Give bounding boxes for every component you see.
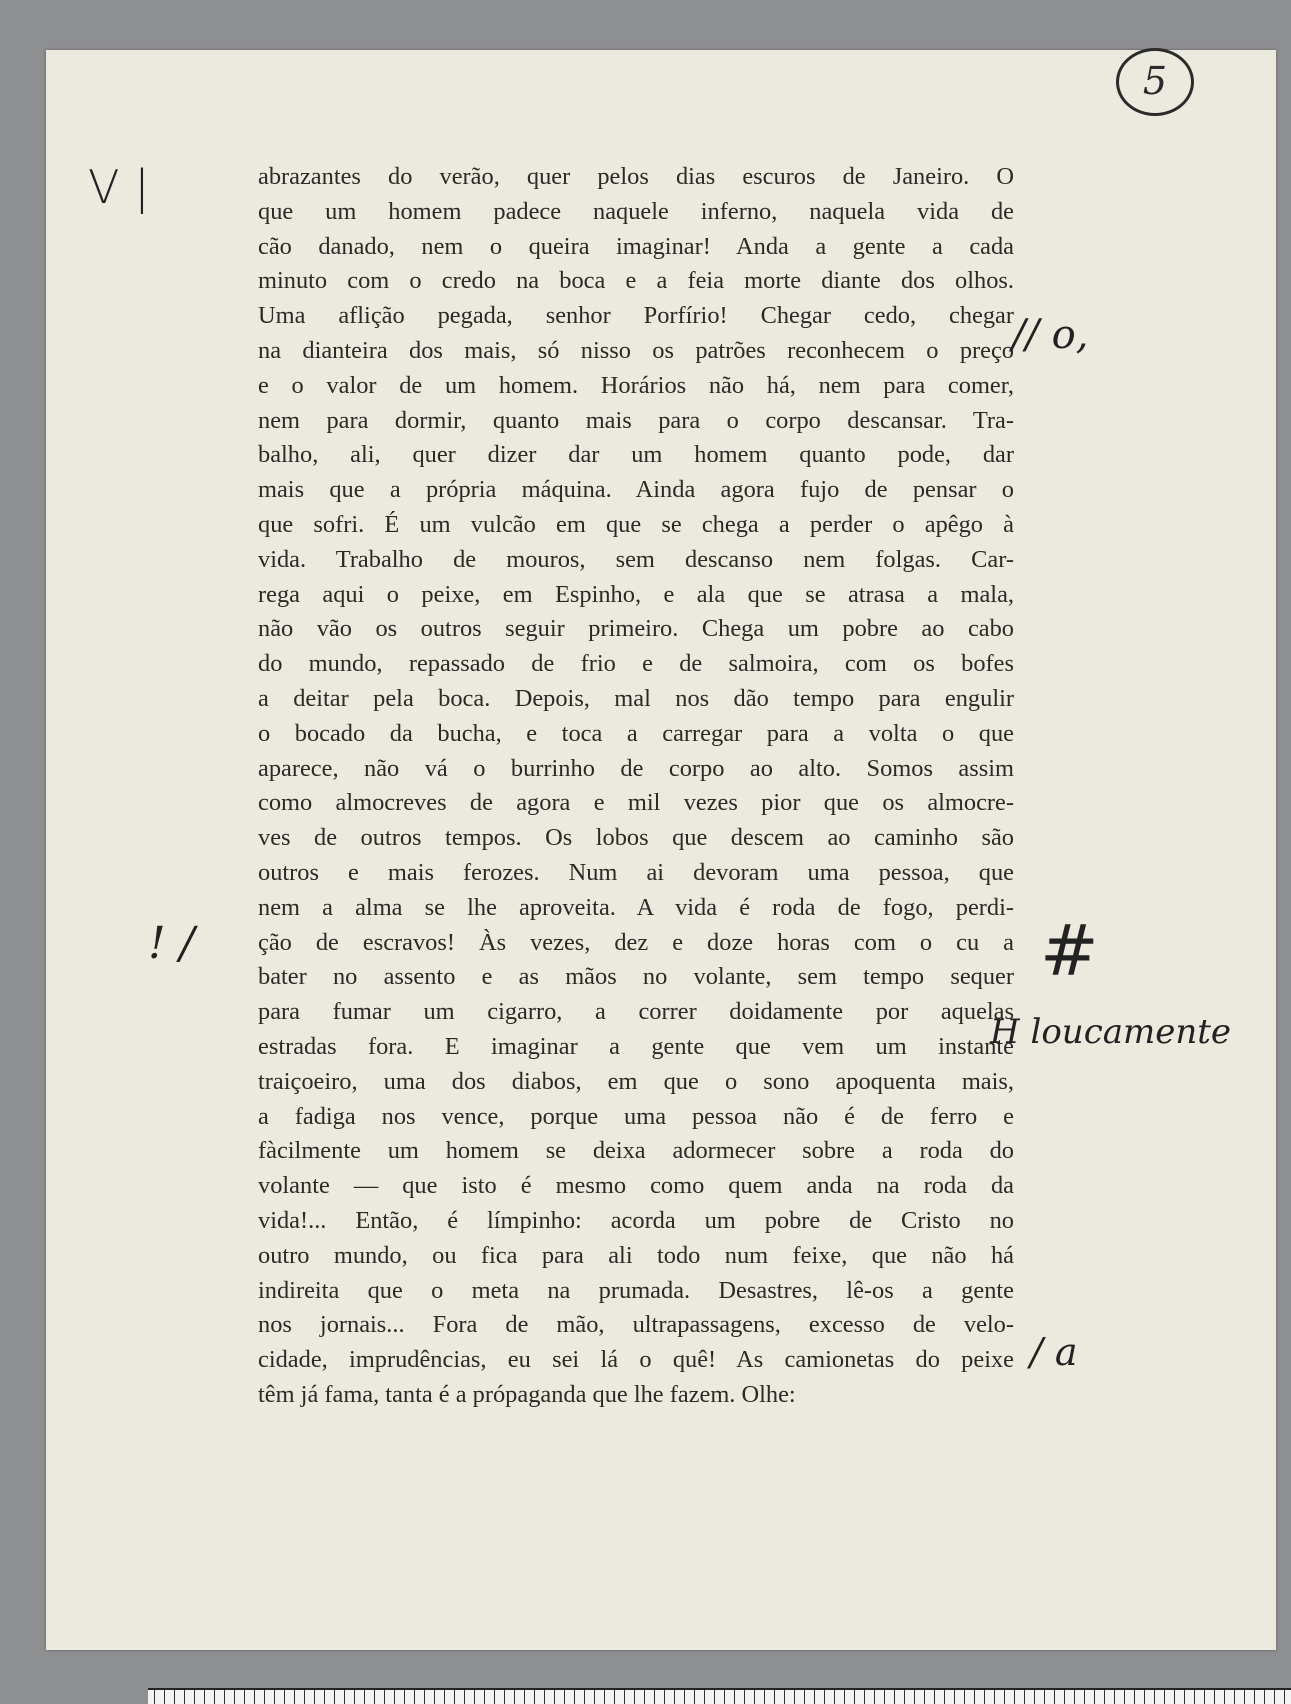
- text-line: para fumar um cigarro, a correr doidamente por aquelas: [258, 998, 1014, 1026]
- text-line: indireita que o meta na prumada. Desastres, lê-os a gente: [258, 1276, 1014, 1304]
- text-line: cidade, imprudências, eu sei lá o quê! As camionetas do peixe: [258, 1346, 1014, 1374]
- text-line: traiçoeiro, uma dos diabos, em que o sono apoquenta mais,: [258, 1067, 1014, 1095]
- margin-note-exclamation: ! /: [148, 918, 195, 969]
- text-line: como almocreves de agora e mil vezes pior que os almocre-: [258, 789, 1014, 817]
- text-line: rega aqui o peixe, em Espinho, e ala que se atrasa a mala,: [258, 580, 1014, 608]
- text-line: nem para dormir, quanto mais para o corpo descansar. Tra-: [258, 406, 1014, 434]
- text-line: minuto com o credo na boca e a feia morte diante dos olhos.: [258, 267, 1014, 295]
- text-line: fàcilmente um homem se deixa adormecer sobre a roda do: [258, 1137, 1014, 1165]
- text-line: balho, ali, quer dizer dar um homem quanto pode, dar: [258, 441, 1014, 469]
- text-line: vida. Trabalho de mouros, sem descanso nem folgas. Car-: [258, 545, 1014, 573]
- text-line: e o valor de um homem. Horários não há, nem para comer,: [258, 371, 1014, 399]
- text-line: a deitar pela boca. Depois, mal nos dão tempo para engulir: [258, 684, 1014, 712]
- margin-note-v: V |: [88, 160, 150, 214]
- text-line: do mundo, repassado de frio e de salmoira, com os bofes: [258, 650, 1014, 678]
- margin-note-hash: #: [1040, 910, 1099, 992]
- text-line: outros e mais ferozes. Num ai devoram uma pessoa, que: [258, 858, 1014, 886]
- text-line: têm já fama, tanta é a própaganda que lhe fazem. Olhe:: [258, 1380, 796, 1408]
- text-line: que um homem padece naquele inferno, naquela vida de: [258, 197, 1014, 225]
- text-line: bater no assento e as mãos no volante, sem tempo sequer: [258, 963, 1014, 991]
- text-line: ção de escravos! Às vezes, dez e doze horas com o cu a: [258, 928, 1014, 956]
- text-line: cão danado, nem o queira imaginar! Anda a gente a cada: [258, 232, 1014, 260]
- text-line: aparece, não vá o burrinho de corpo ao alto. Somos assim: [258, 754, 1014, 782]
- text-line: abrazantes do verão, quer pelos dias escuros de Janeiro. O: [258, 163, 1014, 190]
- text-line: outro mundo, ou fica para ali todo num feixe, que não há: [258, 1241, 1014, 1269]
- text-line: nem a alma se lhe aproveita. A vida é roda de fogo, perdi-: [258, 893, 1014, 921]
- text-line: na dianteira dos mais, só nisso os patrões reconhecem o preço: [258, 336, 1014, 364]
- margin-note-a: / a: [1030, 1330, 1078, 1374]
- text-line: que sofri. É um vulcão em que se chega a perder o apêgo à: [258, 510, 1014, 538]
- text-line: ves de outros tempos. Os lobos que descem ao caminho são: [258, 824, 1014, 852]
- text-line: volante — que isto é mesmo como quem anda na roda da: [258, 1172, 1014, 1200]
- margin-note-o: // o,: [1012, 312, 1089, 358]
- text-line: Uma aflição pegada, senhor Porfírio! Chegar cedo, chegar: [258, 302, 1014, 330]
- page-number-circle: 5: [1116, 48, 1194, 116]
- text-line: a fadiga nos vence, porque uma pessoa não é de ferro e: [258, 1102, 1014, 1130]
- text-line: nos jornais... Fora de mão, ultrapassagens, excesso de velo-: [258, 1311, 1014, 1339]
- text-line: estradas fora. E imaginar a gente que vem um instante: [258, 1032, 1014, 1060]
- text-line: não vão os outros seguir primeiro. Chega um pobre ao cabo: [258, 615, 1014, 643]
- margin-note-loucamente: H loucamente: [990, 1012, 1232, 1052]
- text-line: o bocado da bucha, e toca a carregar para a volta o que: [258, 719, 1014, 747]
- text-line: mais que a própria máquina. Ainda agora fujo de pensar o: [258, 476, 1014, 504]
- text-line: vida!... Então, é límpinho: acorda um pobre de Cristo no: [258, 1206, 1014, 1234]
- typed-text-block: [258, 160, 1014, 1413]
